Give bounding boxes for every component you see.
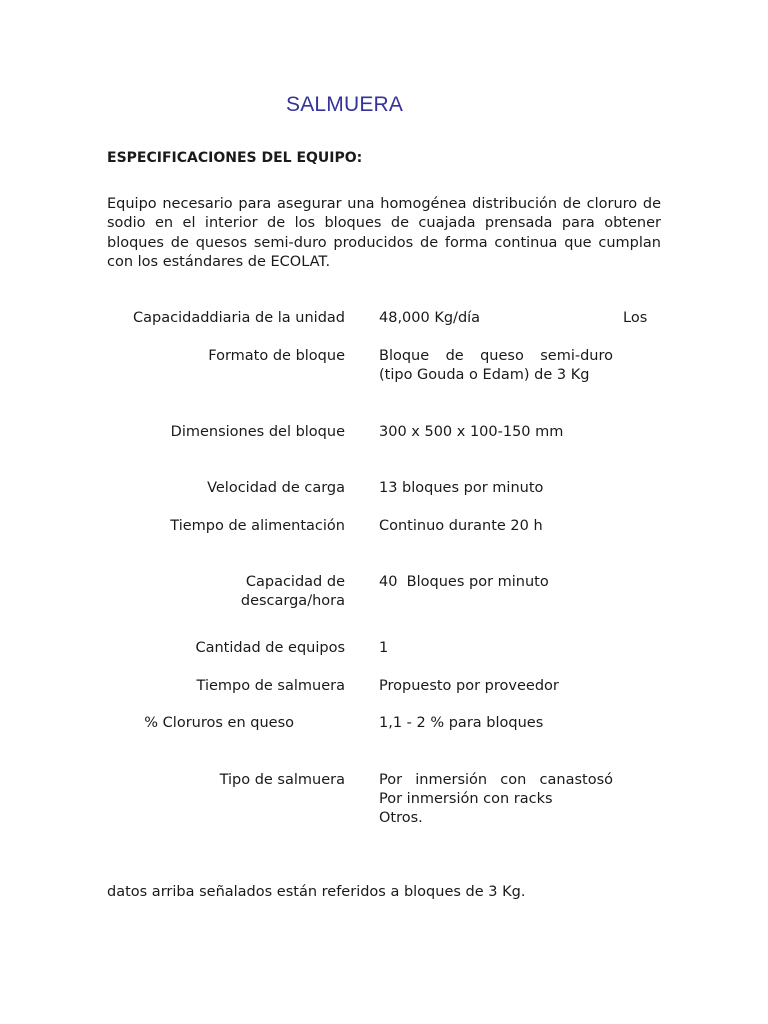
spec-label-line: descarga/hora [240, 593, 345, 609]
spec-label: Tiempo de salmuera [196, 678, 345, 694]
spec-value [379, 479, 613, 498]
spec-value [379, 771, 613, 828]
spec-value [379, 517, 613, 536]
spec-value-line: Por inmersión con canastosó [379, 772, 613, 788]
spec-value-line: 40 Bloques por minuto [379, 574, 549, 590]
spec-value [379, 423, 613, 442]
spec-label: Velocidad de carga [207, 480, 345, 496]
spec-value-line: Propuesto por proveedor [379, 678, 559, 694]
spec-label: Capacidaddiaria de la unidad [133, 310, 345, 326]
spec-label: Formato de bloque [208, 348, 345, 364]
spec-label: % Cloruros en queso [144, 715, 294, 731]
spec-label-line: Capacidad de [245, 574, 345, 590]
spec-extra-text: Los [623, 310, 648, 326]
spec-value-line: 300 x 500 x 100-150 mm [379, 424, 564, 440]
spec-value-line: 1 [379, 640, 389, 656]
spec-value [379, 714, 613, 733]
spec-label [95, 573, 345, 611]
spec-value [379, 309, 613, 328]
footer-note: datos arriba señalados están referidos a bloques de 3 Kg. [107, 884, 526, 900]
spec-label: Tipo de salmuera [219, 772, 345, 788]
spec-value-line: 1,1 - 2 % para bloques [379, 715, 544, 731]
section-heading: ESPECIFICACIONES DEL EQUIPO: [107, 150, 363, 166]
spec-value-line: Bloque de queso semi-duro [379, 348, 613, 364]
spec-value [379, 677, 613, 696]
spec-value-line: Continuo durante 20 h [379, 518, 543, 534]
document-title: SALMUERA [286, 93, 404, 116]
spec-value-line: (tipo Gouda o Edam) de 3 Kg [379, 367, 590, 383]
spec-label: Tiempo de alimentación [170, 518, 345, 534]
spec-value [379, 347, 613, 385]
spec-value-line: Otros. [379, 810, 423, 826]
spec-label: Cantidad de equipos [195, 640, 345, 656]
intro-paragraph: Equipo necesario para asegurar una homogénea distribución de cloruro de sodio en el interior de los bloques de cuajada prensada para obtener bloques de quesos semi-duro producidos de forma continua que cumplan con los estándares de ECOLAT. [107, 196, 661, 270]
spec-value-line: 13 bloques por minuto [379, 480, 544, 496]
spec-value-line: 48,000 Kg/día [379, 310, 481, 326]
spec-value-line: Por inmersión con racks [379, 791, 553, 807]
spec-label: Dimensiones del bloque [170, 424, 345, 440]
spec-value [379, 573, 613, 592]
spec-value [379, 639, 613, 658]
